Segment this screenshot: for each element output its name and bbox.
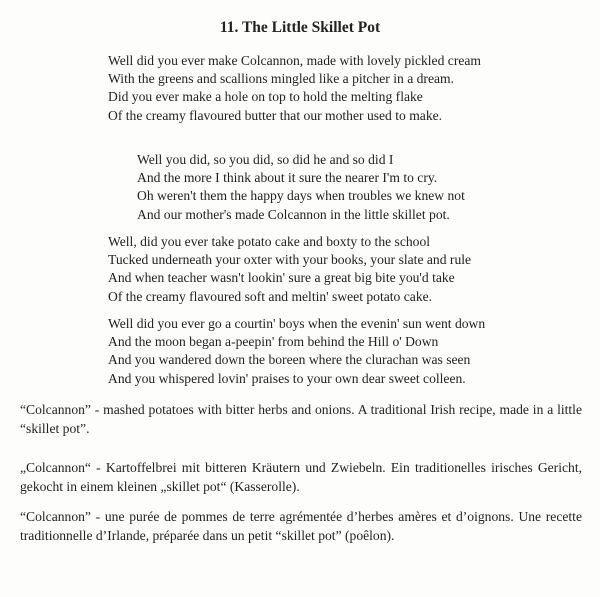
lyric-line: And when teacher wasn't lookin' sure a great big bite you'd take (108, 270, 455, 286)
note-german: „Colcannon“ - Kartoffelbrei mit bitteren Kräutern und Zwiebeln. Ein traditionelles irisches Gericht, gekocht in einem kleinen „skillet pot“ (Kasserolle). (20, 460, 582, 494)
lyric-line: Well did you ever go a courtin' boys when the evenin' sun went down (108, 316, 486, 331)
lyric-line: With the greens and scallions mingled like a pitcher in a dream. (108, 71, 454, 87)
chorus (137, 151, 465, 224)
lyric-line: Well you did, so you did, so did he and so did I (137, 152, 394, 167)
lyric-line: Tucked underneath your oxter with your books, your slate and rule (108, 252, 472, 268)
lyric-line: Oh weren't them the happy days when troubles we knew not (137, 188, 465, 204)
lyric-line: And you wandered down the boreen where the clurachan was seen (108, 352, 471, 368)
lyric-line: And the more I think about it sure the nearer I'm to cry. (137, 170, 438, 186)
verse-1 (108, 52, 481, 125)
lyric-line: Of the creamy flavoured soft and meltin' sweet potato cake. (108, 288, 433, 304)
note-english: “Colcannon” - mashed potatoes with bitter herbs and onions. A traditional Irish recipe, made in a little “skillet pot”. (20, 402, 582, 436)
lyric-line: And the moon began a-peepin' from behind the Hill o' Down (108, 334, 439, 350)
lyric-line: Well, did you ever take potato cake and boxty to the school (108, 234, 431, 249)
verse-2 (108, 233, 471, 306)
verse-3 (108, 315, 485, 388)
lyric-line: Did you ever make a hole on top to hold the melting flake (108, 89, 423, 105)
lyric-line: Of the creamy flavoured butter that our mother used to make. (108, 107, 443, 123)
lyric-line: Well did you ever make Colcannon, made with lovely pickled cream (108, 53, 481, 68)
song-title: 11. The Little Skillet Pot (219, 19, 381, 36)
note-french: “Colcannon” - une purée de pommes de terre agrémentée d’herbes amères et d’oignons. Une recette traditionnelle d’Irlande, préparée dans un petit “skillet pot” (poêlon). (20, 509, 582, 543)
lyric-line: And you whispered lovin' praises to your own dear sweet colleen. (108, 370, 466, 386)
lyric-line: And our mother's made Colcannon in the little skillet pot. (137, 206, 450, 222)
